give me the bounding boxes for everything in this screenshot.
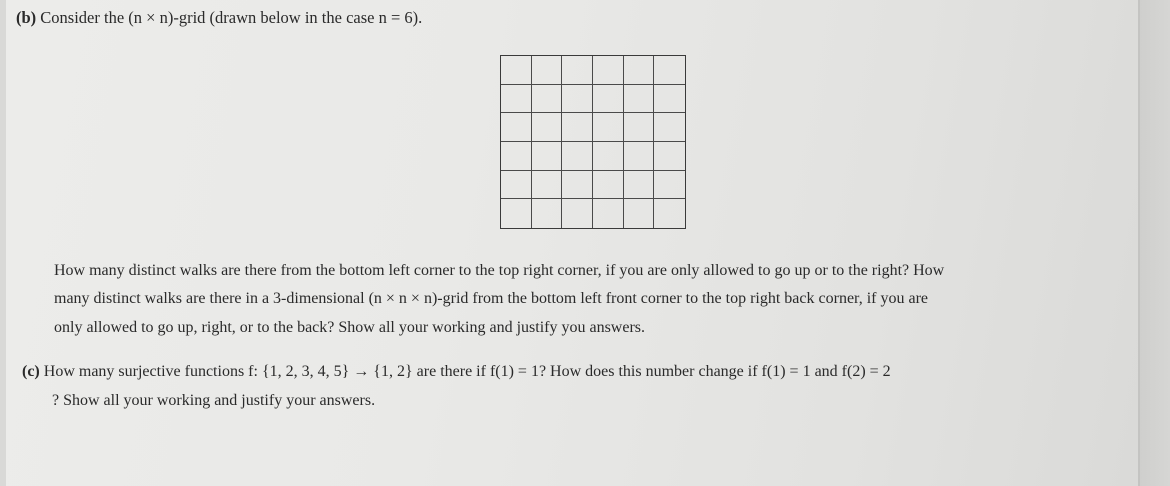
grid-cell	[624, 199, 655, 228]
grid-cell	[654, 142, 685, 171]
grid-cell	[501, 56, 532, 85]
part-b-label: (b)	[16, 8, 37, 27]
grid-cell	[562, 113, 593, 142]
grid-cell	[501, 113, 532, 142]
grid-cell	[562, 171, 593, 200]
grid-cell	[654, 85, 685, 114]
part-c-question-line-2: ? Show all your working and justify your answers.	[52, 392, 376, 409]
grid-cell	[654, 56, 685, 85]
part-b-question-line-1: How many distinct walks are there from the bottom left corner to the top right corner, if you are only allowed to go up or to the right? How	[54, 262, 945, 279]
grid-cell	[593, 171, 624, 200]
grid-cell	[654, 113, 685, 142]
grid-cell	[593, 56, 624, 85]
grid-cell	[562, 56, 593, 85]
grid-cell	[624, 171, 655, 200]
grid-cell	[624, 142, 655, 171]
grid-cell	[501, 85, 532, 114]
exam-page	[6, 0, 1140, 486]
part-b-heading	[16, 8, 422, 28]
grid-cell	[501, 171, 532, 200]
grid-cell	[562, 199, 593, 228]
grid-cell	[654, 199, 685, 228]
part-c-line-1	[22, 362, 891, 382]
grid-cell	[532, 171, 563, 200]
grid-cell	[624, 56, 655, 85]
grid-cell	[562, 142, 593, 171]
part-b-question-line-3: only allowed to go up, right, or to the back? Show all your working and justify you answers.	[54, 319, 646, 336]
grid-cell	[654, 171, 685, 200]
grid-cell	[532, 113, 563, 142]
part-c-label: (c)	[22, 363, 40, 380]
grid-cell	[593, 199, 624, 228]
grid-cell	[532, 199, 563, 228]
grid-cell	[624, 113, 655, 142]
n-by-n-grid-figure	[500, 55, 686, 229]
grid-cell	[532, 85, 563, 114]
grid-cell	[593, 142, 624, 171]
grid-cell	[624, 85, 655, 114]
part-c-question-line-1: How many surjective functions f: {1, 2, 3, 4, 5} → {1, 2} are there if f(1) = 1? How does this number change if f(1) = 1 and f(2) = 2	[43, 363, 891, 380]
grid-cell	[562, 85, 593, 114]
part-b-question-line-2: many distinct walks are there in a 3-dimensional (n × n × n)-grid from the bottom left front corner to the top right back corner, if you are	[54, 290, 929, 307]
background-edge	[1140, 0, 1170, 486]
grid-cell	[593, 113, 624, 142]
grid-cell	[501, 199, 532, 228]
grid-cell	[593, 85, 624, 114]
part-b-intro: Consider the (n × n)-grid (drawn below in the case n = 6).	[40, 8, 423, 27]
grid-cell	[501, 142, 532, 171]
grid-cell	[532, 56, 563, 85]
grid-cell	[532, 142, 563, 171]
